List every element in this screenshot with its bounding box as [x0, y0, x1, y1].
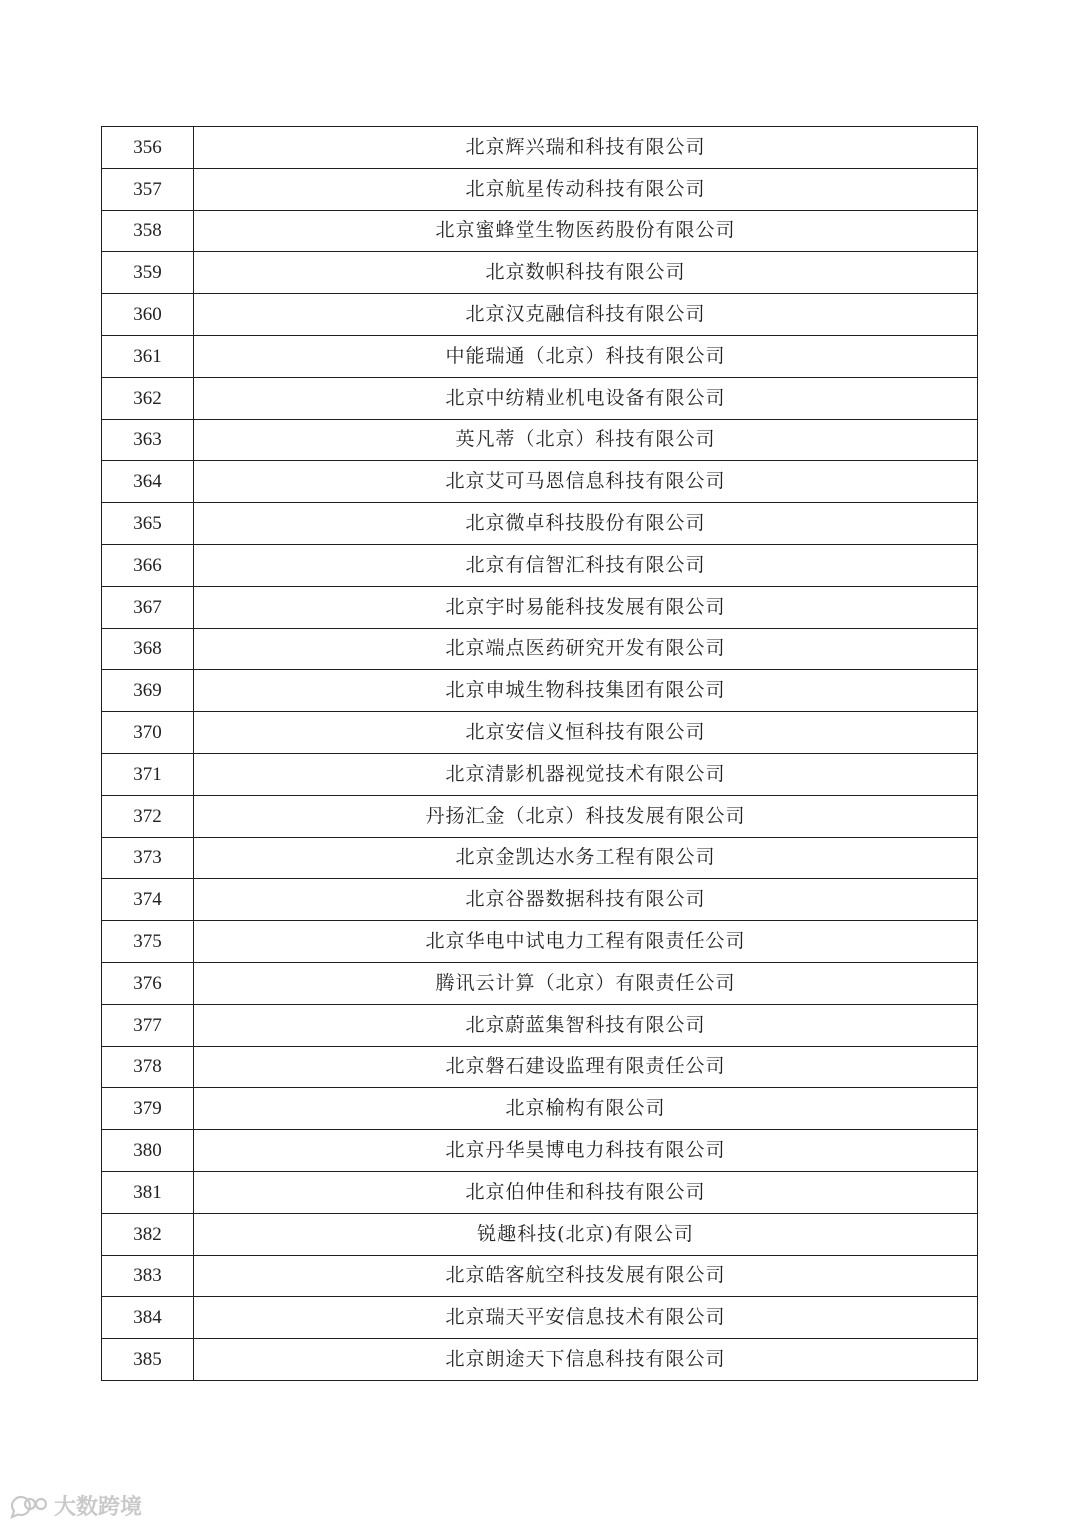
company-name-cell: 北京磐石建设监理有限责任公司 [194, 1046, 978, 1088]
chat-bubble-logo-icon [8, 1493, 48, 1519]
row-number-cell: 378 [102, 1046, 194, 1088]
watermark-text: 大数跨境 [54, 1495, 143, 1520]
row-number-cell: 382 [102, 1213, 194, 1255]
table-row [102, 1255, 978, 1297]
company-name-cell: 北京瑞天平安信息技术有限公司 [194, 1297, 978, 1339]
row-number-cell: 357 [102, 168, 194, 210]
company-name-cell: 中能瑞通（北京）科技有限公司 [194, 335, 978, 377]
company-name-cell: 北京中纺精业机电设备有限公司 [194, 377, 978, 419]
row-number-cell: 366 [102, 544, 194, 586]
table-row [102, 628, 978, 670]
table-row [102, 753, 978, 795]
table-row [102, 544, 978, 586]
table-row [102, 712, 978, 754]
row-number-cell: 384 [102, 1297, 194, 1339]
company-name-cell: 锐趣科技(北京)有限公司 [194, 1213, 978, 1255]
row-number-cell: 361 [102, 335, 194, 377]
table-row [102, 252, 978, 294]
company-name-cell: 英凡蒂（北京）科技有限公司 [194, 419, 978, 461]
company-name-cell: 北京皓客航空科技发展有限公司 [194, 1255, 978, 1297]
row-number-cell: 381 [102, 1171, 194, 1213]
row-number-cell: 373 [102, 837, 194, 879]
row-number-cell: 374 [102, 879, 194, 921]
company-name-cell: 北京航星传动科技有限公司 [194, 168, 978, 210]
table-row [102, 1046, 978, 1088]
table-row [102, 1004, 978, 1046]
row-number-cell: 383 [102, 1255, 194, 1297]
company-name-cell: 北京华电中试电力工程有限责任公司 [194, 921, 978, 963]
company-name-cell: 北京蜜蜂堂生物医药股份有限公司 [194, 210, 978, 252]
row-number-cell: 377 [102, 1004, 194, 1046]
row-number-cell: 358 [102, 210, 194, 252]
company-name-cell: 北京金凯达水务工程有限公司 [194, 837, 978, 879]
row-number-cell: 367 [102, 586, 194, 628]
company-name-cell: 北京数帜科技有限公司 [194, 252, 978, 294]
company-name-cell: 北京伯仲佳和科技有限公司 [194, 1171, 978, 1213]
table-row [102, 1213, 978, 1255]
table-row [102, 1297, 978, 1339]
table-row [102, 586, 978, 628]
table-row [102, 1130, 978, 1172]
table-row [102, 419, 978, 461]
row-number-cell: 376 [102, 962, 194, 1004]
table-row [102, 670, 978, 712]
company-name-cell: 丹扬汇金（北京）科技发展有限公司 [194, 795, 978, 837]
company-name-cell: 腾讯云计算（北京）有限责任公司 [194, 962, 978, 1004]
company-name-cell: 北京榆构有限公司 [194, 1088, 978, 1130]
row-number-cell: 362 [102, 377, 194, 419]
company-name-cell: 北京端点医药研究开发有限公司 [194, 628, 978, 670]
row-number-cell: 375 [102, 921, 194, 963]
table-body [102, 127, 978, 1381]
row-number-cell: 368 [102, 628, 194, 670]
company-list-table [101, 126, 978, 1381]
row-number-cell: 365 [102, 503, 194, 545]
row-number-cell: 360 [102, 294, 194, 336]
row-number-cell: 380 [102, 1130, 194, 1172]
row-number-cell: 364 [102, 461, 194, 503]
row-number-cell: 379 [102, 1088, 194, 1130]
company-name-cell: 北京汉克融信科技有限公司 [194, 294, 978, 336]
row-number-cell: 371 [102, 753, 194, 795]
company-name-cell: 北京申城生物科技集团有限公司 [194, 670, 978, 712]
company-name-cell: 北京丹华昊博电力科技有限公司 [194, 1130, 978, 1172]
table-row [102, 377, 978, 419]
company-name-cell: 北京有信智汇科技有限公司 [194, 544, 978, 586]
row-number-cell: 372 [102, 795, 194, 837]
table-row [102, 127, 978, 169]
company-name-cell: 北京蔚蓝集智科技有限公司 [194, 1004, 978, 1046]
company-name-cell: 北京微卓科技股份有限公司 [194, 503, 978, 545]
company-name-cell: 北京朗途天下信息科技有限公司 [194, 1339, 978, 1381]
table-row [102, 168, 978, 210]
table-row [102, 1088, 978, 1130]
company-name-cell: 北京安信义恒科技有限公司 [194, 712, 978, 754]
table-row [102, 210, 978, 252]
table-row [102, 795, 978, 837]
company-name-cell: 北京谷器数据科技有限公司 [194, 879, 978, 921]
row-number-cell: 370 [102, 712, 194, 754]
company-name-cell: 北京辉兴瑞和科技有限公司 [194, 127, 978, 169]
row-number-cell: 385 [102, 1339, 194, 1381]
table-row [102, 879, 978, 921]
table-row [102, 1171, 978, 1213]
table-row [102, 1339, 978, 1381]
row-number-cell: 356 [102, 127, 194, 169]
watermark [8, 1490, 142, 1521]
table-row [102, 335, 978, 377]
table-row [102, 962, 978, 1004]
company-name-cell: 北京艾可马恩信息科技有限公司 [194, 461, 978, 503]
row-number-cell: 369 [102, 670, 194, 712]
table-row [102, 294, 978, 336]
table-row [102, 837, 978, 879]
table-row [102, 461, 978, 503]
table-row [102, 503, 978, 545]
company-name-cell: 北京宇时易能科技发展有限公司 [194, 586, 978, 628]
table-row [102, 921, 978, 963]
row-number-cell: 363 [102, 419, 194, 461]
row-number-cell: 359 [102, 252, 194, 294]
company-name-cell: 北京清影机器视觉技术有限公司 [194, 753, 978, 795]
